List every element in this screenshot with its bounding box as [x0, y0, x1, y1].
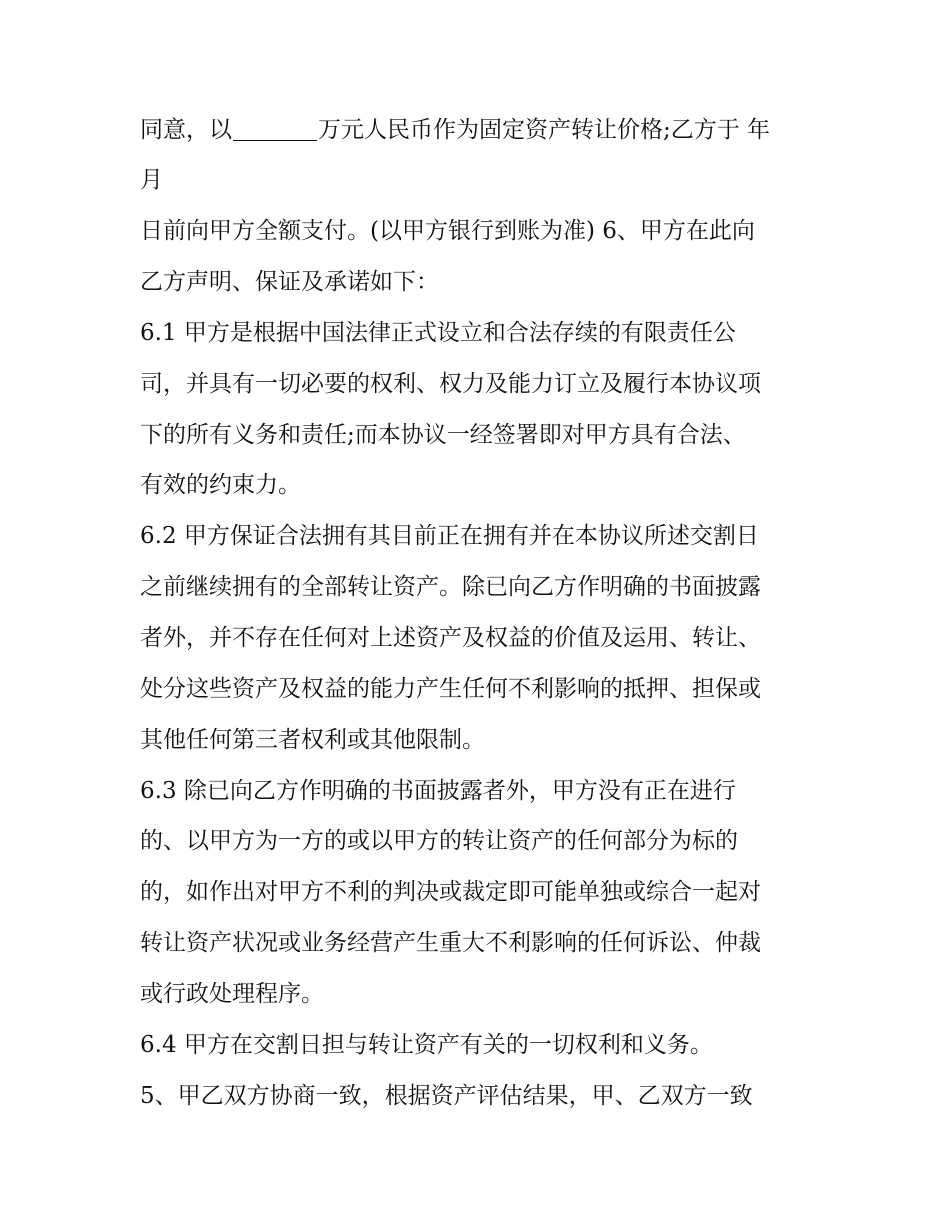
text-line: 或行政处理程序。: [140, 981, 324, 1007]
text-line: 司，并具有一切必要的权利、权力及能力订立及履行本协议项: [140, 371, 761, 397]
amount-blank: [233, 110, 317, 141]
text-line: 6.2 甲方保证合法拥有其目前正在拥有并在本协议所述交割日: [140, 523, 759, 549]
text-segment: 同意，以: [140, 117, 232, 143]
text-line: 下的所有义务和责任;而本协议一经签署即对甲方具有合法、: [140, 422, 746, 448]
text-line: 6.4 甲方在交割日担与转让资产有关的一切权利和义务。: [140, 1032, 713, 1058]
text-line: [140, 110, 770, 150]
text-line: 转让资产状况或业务经营产生重大不利影响的任何诉讼、仲裁: [140, 930, 761, 956]
text-line: 的、以甲方为一方的或以甲方的转让资产的任何部分为标的: [140, 828, 738, 854]
text-segment: 万元人民币作为固定资产转让价格;乙方于 年: [318, 117, 771, 143]
text-line: 有效的约束力。: [140, 472, 301, 498]
text-line: 其他任何第三者权利或其他限制。: [140, 727, 485, 753]
text-line: 月: [140, 167, 163, 193]
text-line: 处分这些资产及权益的能力产生任何不利影响的抵押、担保或: [140, 676, 761, 702]
text-line: 的，如作出对甲方不利的判决或裁定即可能单独或综合一起对: [140, 879, 761, 905]
text-line: 6.1 甲方是根据中国法律正式设立和合法存续的有限责任公: [140, 320, 736, 346]
text-line: 日前向甲方全额支付。(以甲方银行到账为准) 6、甲方在此向: [140, 218, 755, 244]
text-line: 者外，并不存在任何对上述资产及权益的价值及运用、转让、: [140, 625, 761, 651]
text-line: 5、甲乙双方协商一致，根据资产评估结果，甲、乙双方一致: [140, 1083, 753, 1109]
text-line: 之前继续拥有的全部转让资产。除已向乙方作明确的书面披露: [140, 574, 761, 600]
text-line: 乙方声明、保证及承诺如下：: [140, 269, 439, 295]
text-line: 6.3 除已向乙方作明确的书面披露者外，甲方没有正在进行: [140, 778, 736, 804]
